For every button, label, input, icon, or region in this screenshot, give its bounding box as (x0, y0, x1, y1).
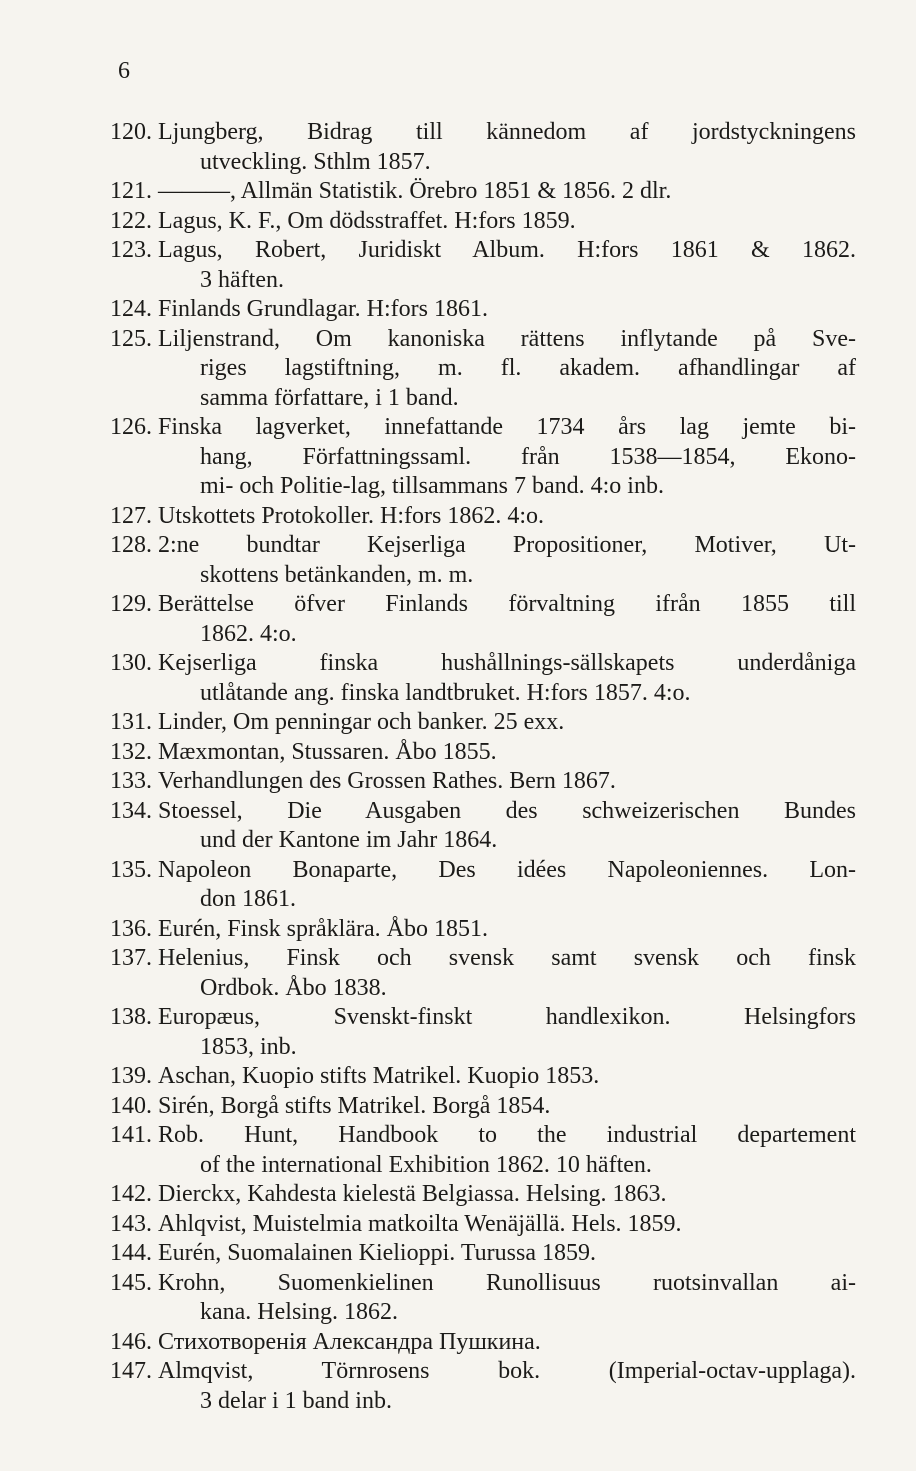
entry-line: Sirén, Borgå stifts Matrikel. Borgå 1854. (158, 1092, 551, 1119)
entry-line: Liljenstrand, Om kanoniska rättens inflytande på Sve- (158, 325, 856, 352)
entry-text (158, 944, 856, 1003)
catalog-entry (96, 738, 856, 768)
entry-number: 123. (110, 237, 152, 263)
entry-line: Lagus, Robert, Juridiskt Album. H:fors 1861 & 1862. (158, 237, 856, 263)
entry-line: Eurén, Suomalainen Kielioppi. Turussa 1859. (158, 1240, 596, 1266)
entry-text (158, 295, 856, 325)
entry-number: 142. (110, 1181, 152, 1207)
entry-line: Stoessel, Die Ausgaben des schweizerischen Bundes (158, 797, 856, 824)
catalog-entry (96, 1328, 856, 1358)
entry-number: 143. (110, 1210, 152, 1237)
entry-text (158, 177, 856, 207)
entry-line: Napoleon Bonaparte, Des idées Napoleoniennes. Lon- (158, 856, 856, 883)
entry-number: 132. (110, 738, 152, 765)
entry-number: 124. (110, 296, 152, 322)
entry-number: 146. (110, 1328, 152, 1355)
entry-line: Berättelse öfver Finlands förvaltning ifrån 1855 till (158, 591, 856, 617)
entry-line: kana. Helsing. 1862. (200, 1299, 398, 1325)
entry-line: Finlands Grundlagar. H:fors 1861. (158, 296, 488, 322)
catalog-entry (96, 502, 856, 532)
entry-text (158, 767, 856, 797)
entry-line: Verhandlungen des Grossen Rathes. Bern 1867. (158, 768, 616, 794)
entry-line: Mæxmontan, Stussaren. Åbo 1855. (158, 738, 497, 765)
entry-line: skottens betänkanden, m. m. (200, 561, 474, 588)
entry-number: 144. (110, 1240, 152, 1266)
catalog-entry (96, 1062, 856, 1092)
entry-number: 138. (110, 1004, 152, 1030)
entry-line: don 1861. (200, 886, 296, 912)
entry-line: Ahlqvist, Muistelmia matkoilta Wenäjällä. Hels. 1859. (158, 1210, 682, 1237)
entry-line: Helenius, Finsk och svensk samt svensk och finsk (158, 945, 856, 971)
entry-text (158, 118, 856, 177)
catalog-entry (96, 767, 856, 797)
catalog-entry (96, 295, 856, 325)
entry-text (158, 236, 856, 295)
entry-line: 1862. 4:o. (200, 620, 297, 647)
entry-text (158, 1092, 856, 1122)
entry-line: Europæus, Svenskt-finskt handlexikon. Helsingfors (158, 1004, 856, 1030)
entry-line: Стихотворенія Александра Пушкина. (158, 1328, 541, 1355)
entry-number: 126. (110, 414, 152, 440)
entry-line: 3 häften. (200, 266, 284, 293)
entry-text (158, 708, 856, 738)
entry-text (158, 325, 856, 414)
entry-line: utlåtande ang. finska landtbruket. H:fors 1857. 4:o. (200, 679, 691, 706)
catalog-entry (96, 1003, 856, 1062)
entry-line: of the international Exhibition 1862. 10 häften. (200, 1151, 652, 1178)
entry-line: Ljungberg, Bidrag till kännedom af jordstyckningens (158, 119, 856, 145)
entry-number: 136. (110, 915, 152, 942)
catalog-entry (96, 944, 856, 1003)
entry-text (158, 1180, 856, 1210)
entry-number: 131. (110, 709, 152, 735)
entry-number: 133. (110, 768, 152, 794)
entry-number: 145. (110, 1269, 152, 1296)
entry-line: 2:ne bundtar Kejserliga Propositioner, Motiver, Ut- (158, 532, 856, 558)
entry-text (158, 1239, 856, 1269)
catalog-entry (96, 1269, 856, 1328)
catalog-entry (96, 856, 856, 915)
catalog-entry (96, 207, 856, 237)
catalog-entry (96, 797, 856, 856)
entry-number: 139. (110, 1063, 152, 1089)
catalog-entry (96, 708, 856, 738)
entry-number: 135. (110, 856, 152, 883)
entry-number: 134. (110, 797, 152, 824)
entry-line: und der Kantone im Jahr 1864. (200, 827, 498, 853)
entry-text (158, 1062, 856, 1092)
page-number: 6 (118, 58, 130, 84)
entry-number: 121. (110, 178, 152, 204)
entry-line: Ordbok. Åbo 1838. (200, 974, 387, 1001)
entry-number: 130. (110, 650, 152, 676)
entry-number: 128. (110, 532, 152, 558)
entry-text (158, 1210, 856, 1240)
entry-line: Utskottets Protokoller. H:fors 1862. 4:o. (158, 502, 544, 529)
catalog-entry (96, 1357, 856, 1416)
entry-text (158, 649, 856, 708)
catalog-entry (96, 1210, 856, 1240)
catalog-entry (96, 325, 856, 414)
catalog-entry (96, 590, 856, 649)
entry-line: Krohn, Suomenkielinen Runollisuus ruotsinvallan ai- (158, 1269, 856, 1296)
entry-number: 129. (110, 591, 152, 617)
catalog-entry (96, 1239, 856, 1269)
entry-number: 120. (110, 119, 152, 145)
entry-number: 137. (110, 945, 152, 971)
entry-text (158, 531, 856, 590)
entry-line: Dierckx, Kahdesta kielestä Belgiassa. Helsing. 1863. (158, 1181, 667, 1207)
entry-number: 127. (110, 502, 152, 529)
entry-number: 141. (110, 1122, 152, 1148)
entry-line: Finska lagverket, innefattande 1734 års lag jemte bi- (158, 414, 856, 440)
entry-line: Eurén, Finsk språklära. Åbo 1851. (158, 915, 488, 942)
entry-line: samma författare, i 1 band. (200, 384, 459, 411)
catalog-entry (96, 649, 856, 708)
entry-line: Rob. Hunt, Handbook to the industrial departement (158, 1122, 856, 1148)
entry-text (158, 797, 856, 856)
entry-text (158, 915, 856, 945)
entry-text (158, 738, 856, 768)
entry-line: hang, Författningssaml. från 1538—1854, Ekono- (200, 443, 856, 470)
entry-text (158, 856, 856, 915)
entry-text (158, 502, 856, 532)
entry-line: ———, Allmän Statistik. Örebro 1851 & 1856. 2 dlr. (158, 178, 672, 204)
catalog-entry (96, 177, 856, 207)
entry-number: 140. (110, 1092, 152, 1119)
entry-line: 1853, inb. (200, 1033, 297, 1060)
entry-line: utveckling. Sthlm 1857. (200, 148, 431, 175)
entry-text (158, 207, 856, 237)
entry-text (158, 590, 856, 649)
entry-line: Aschan, Kuopio stifts Matrikel. Kuopio 1853. (158, 1063, 600, 1089)
catalog-entry (96, 1180, 856, 1210)
entry-line: mi- och Politie-lag, tillsammans 7 band. 4:o inb. (200, 473, 664, 499)
entry-line: Lagus, K. F., Om dödsstraffet. H:fors 1859. (158, 207, 576, 234)
entry-text (158, 1121, 856, 1180)
catalog-entry (96, 413, 856, 502)
entry-line: Almqvist, Törnrosens bok. (Imperial-octav-upplaga). (158, 1358, 856, 1384)
entry-number: 147. (110, 1358, 152, 1384)
entry-line: riges lagstiftning, m. fl. akadem. afhandlingar af (200, 355, 856, 381)
catalog-entry (96, 1121, 856, 1180)
catalog-entry (96, 1092, 856, 1122)
catalog-entry-list (96, 118, 856, 1416)
entry-text (158, 1003, 856, 1062)
catalog-entry (96, 915, 856, 945)
entry-number: 122. (110, 207, 152, 234)
entry-text (158, 1357, 856, 1416)
catalog-entry (96, 118, 856, 177)
entry-text (158, 1328, 856, 1358)
catalog-entry (96, 236, 856, 295)
entry-line: Linder, Om penningar och banker. 25 exx. (158, 709, 565, 735)
catalog-entry (96, 531, 856, 590)
entry-text (158, 1269, 856, 1328)
entry-line: 3 delar i 1 band inb. (200, 1387, 392, 1414)
entry-line: Kejserliga finska hushållnings-sällskapets underdåniga (158, 650, 856, 676)
entry-text (158, 413, 856, 502)
entry-number: 125. (110, 325, 152, 352)
